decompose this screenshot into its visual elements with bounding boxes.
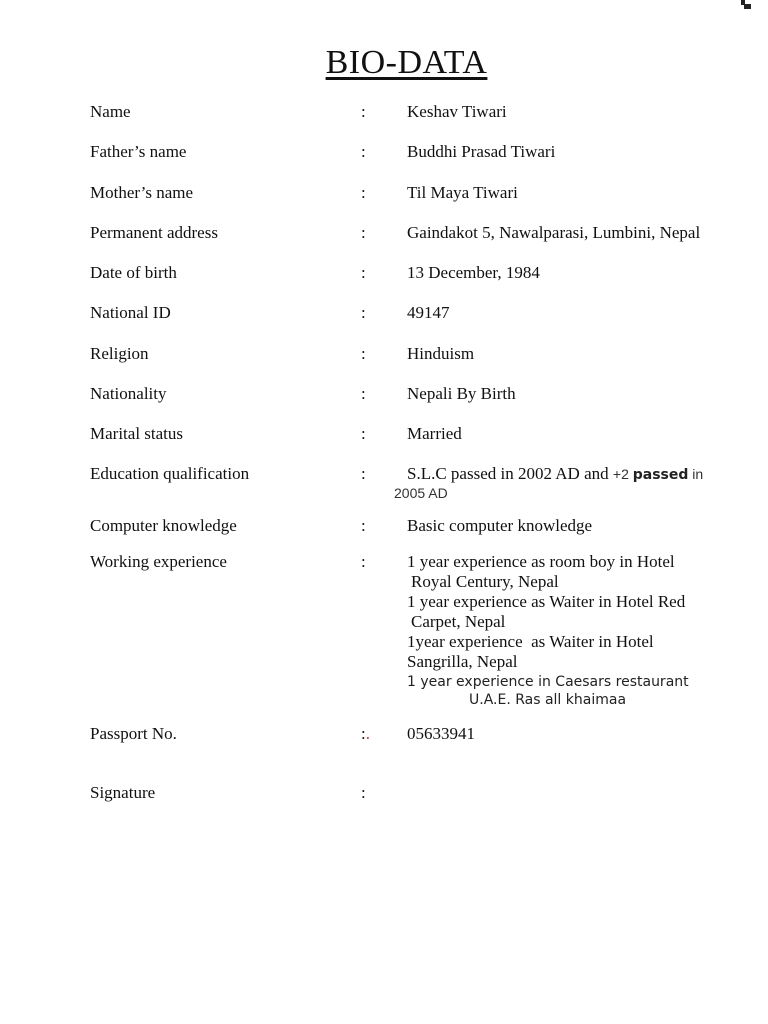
field-value: Keshav Tiwari — [407, 102, 507, 121]
field-colon: : — [361, 263, 366, 282]
field-colon: : — [361, 516, 366, 535]
field-label: Date of birth — [90, 263, 177, 282]
field-colon: : — [361, 102, 366, 121]
experience-line: U.A.E. Ras all khaimaa — [469, 692, 627, 708]
field-label: Nationality — [90, 384, 167, 403]
field-colon: : — [361, 552, 366, 571]
field-value: Hinduism — [407, 344, 475, 363]
education-value-main: S.L.C passed in 2002 AD and — [407, 464, 613, 483]
field-colon: : — [361, 384, 366, 403]
field-label: Name — [90, 102, 131, 121]
field-label: Religion — [90, 344, 149, 363]
field-colon — [361, 724, 370, 744]
field-value: 13 December, 1984 — [407, 263, 540, 282]
passport-dot: . — [365, 724, 370, 743]
field-label: Working experience — [90, 552, 227, 571]
field-colon: : — [361, 464, 366, 483]
field-label: Passport No. — [90, 724, 177, 743]
field-label: Computer knowledge — [90, 516, 237, 535]
field-label: Permanent address — [90, 223, 218, 242]
field-label: Mother’s name — [90, 183, 194, 202]
passport-colon: : — [361, 724, 366, 743]
field-value: Basic computer knowledge — [407, 516, 593, 535]
education-value-in: in — [688, 466, 704, 482]
field-label: Signature — [90, 783, 156, 802]
field-value: Buddhi Prasad Tiwari — [407, 142, 556, 161]
page-title: BIO-DATA — [325, 44, 488, 81]
field-label: Marital status — [90, 424, 184, 443]
field-label: National ID — [90, 303, 171, 322]
field-value: Nepali By Birth — [407, 384, 516, 403]
experience-line: 1 year experience as room boy in Hotel — [407, 552, 675, 571]
field-colon: : — [361, 783, 366, 802]
field-colon: : — [361, 424, 366, 443]
field-label: Father’s name — [90, 142, 187, 161]
experience-line: 1year experience as Waiter in Hotel — [407, 632, 654, 651]
experience-line: Sangrilla, Nepal — [407, 652, 518, 671]
field-value — [407, 464, 703, 484]
experience-line: 1 year experience in Caesars restaurant — [407, 674, 689, 690]
education-value-line2: 2005 AD — [394, 485, 448, 501]
field-colon: : — [361, 344, 366, 363]
experience-line: Carpet, Nepal — [411, 612, 506, 631]
field-label: Education qualification — [90, 464, 250, 483]
field-colon: : — [361, 142, 366, 161]
field-colon: : — [361, 303, 366, 322]
experience-line: 1 year experience as Waiter in Hotel Red — [407, 592, 686, 611]
field-value: Gaindakot 5, Nawalparasi, Lumbini, Nepal — [407, 223, 701, 242]
field-colon: : — [361, 183, 366, 202]
corner-mark-icon — [741, 0, 751, 9]
education-value-passed: passed — [632, 467, 689, 483]
field-value: 05633941 — [407, 724, 475, 743]
field-value: 49147 — [407, 303, 450, 322]
field-row-experience — [0, 552, 768, 712]
education-value-plus2: +2 — [612, 466, 633, 482]
field-colon: : — [361, 223, 366, 242]
experience-line: Royal Century, Nepal — [411, 572, 559, 591]
field-value: Married — [407, 424, 462, 443]
field-value: Til Maya Tiwari — [407, 183, 518, 202]
